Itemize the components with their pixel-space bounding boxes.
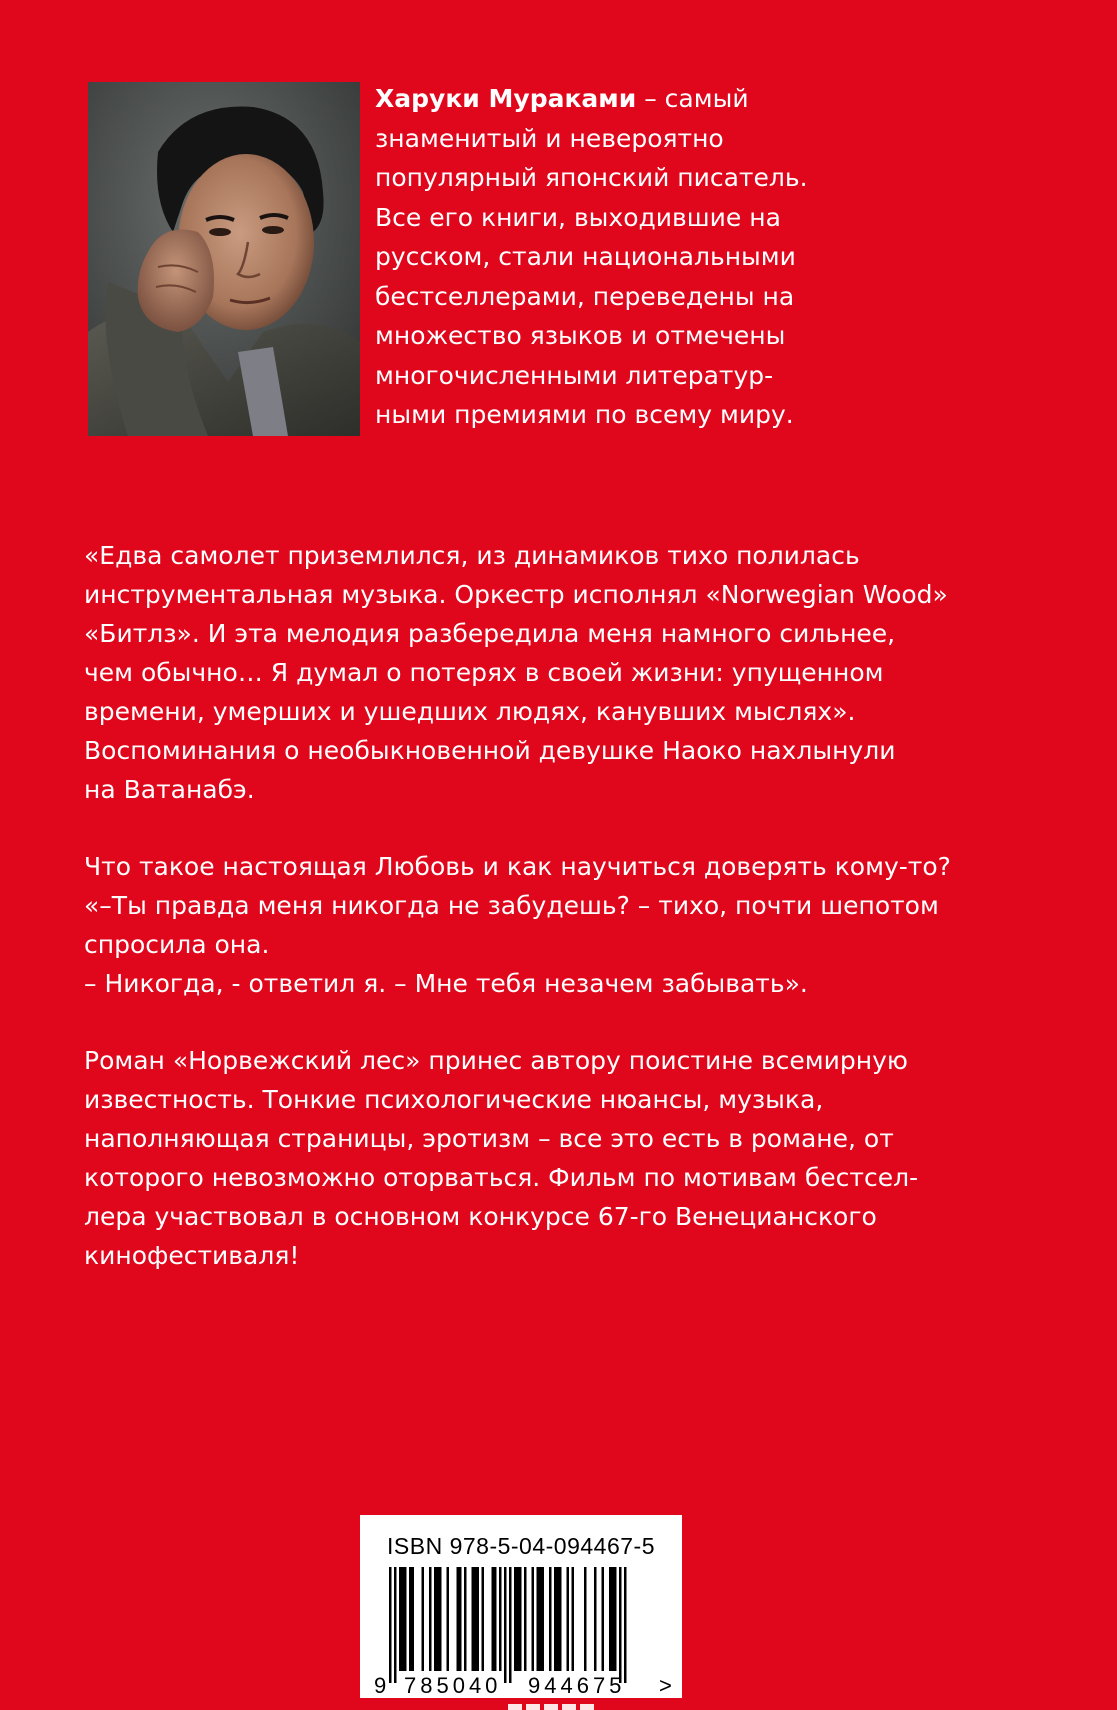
blurb-line: Воспоминания о необыкновенной девушке Наоко нахлынули (84, 736, 896, 765)
author-bio (375, 79, 815, 435)
bio-line: ными премиями по всему миру. (375, 400, 794, 429)
barcode-bar (457, 1567, 460, 1671)
bio-line: популярный японский писатель. (375, 163, 808, 192)
ean-left-group: 785040 (404, 1673, 502, 1698)
author-portrait-image (88, 82, 360, 436)
barcode-bar (409, 1567, 412, 1671)
barcode-bar (624, 1567, 627, 1683)
blurb-line: лера участвовал в основном конкурсе 67-го Венецианского (84, 1202, 877, 1231)
ean-right-group: 944675 (528, 1673, 626, 1698)
barcode-bar (459, 1567, 462, 1671)
barcode-bar (504, 1567, 507, 1683)
barcode-bar (412, 1567, 415, 1671)
barcode-bar (524, 1567, 527, 1671)
barcode-bar (539, 1567, 542, 1671)
author-name: Харуки Мураками (375, 84, 637, 113)
barcode-bar (422, 1567, 425, 1671)
barcode-bar (474, 1567, 477, 1671)
barcode-bar (559, 1567, 562, 1671)
barcode-bar (584, 1567, 587, 1671)
barcode-bar (557, 1567, 560, 1671)
blurb-line: «Битлз». И эта мелодия разбередила меня намного сильнее, (84, 619, 896, 648)
barcode-bar (429, 1567, 432, 1671)
barcode-bars (360, 1515, 682, 1698)
barcode-bar (509, 1567, 512, 1683)
barcode-bar (404, 1567, 407, 1671)
blurb-line: кинофестиваля! (84, 1241, 300, 1270)
barcode-bar (619, 1567, 622, 1683)
barcode-bar (439, 1567, 442, 1671)
blurb-line: «Едва самолет приземлился, из динамиков тихо полилась (84, 541, 860, 570)
bio-line: знаменитый и невероятно (375, 123, 724, 153)
barcode-bar (614, 1567, 617, 1671)
barcode-bar (499, 1567, 502, 1671)
barcode-bar (537, 1567, 540, 1671)
barcode-bar (567, 1567, 570, 1671)
blurb-line: спросила она. (84, 930, 270, 959)
barcode-bar (447, 1567, 450, 1671)
barcode-bar (494, 1567, 497, 1671)
barcode-bar (477, 1567, 480, 1671)
barcode-bar (612, 1567, 615, 1671)
bio-line: бестселлерами, переведены на (375, 281, 795, 311)
blurb-line: времени, умерших и ушедших людях, канувших мыслях». (84, 697, 856, 726)
barcode-bar (482, 1567, 485, 1671)
barcode-bar (399, 1567, 402, 1671)
barcode-bar (389, 1567, 392, 1683)
blurb-line: Роман «Норвежский лес» принес автору поистине всемирную (84, 1046, 908, 1075)
barcode-box (360, 1515, 682, 1698)
blurb-line: Что такое настоящая Любовь и как научиться доверять кому-то? (84, 852, 951, 881)
bio-line: русском, стали национальными (375, 242, 796, 271)
barcode-bar (554, 1567, 557, 1671)
blurb-line: на Ватанабэ. (84, 775, 255, 804)
blurb-paragraph-dialogue (84, 847, 1074, 1003)
blurb-line: наполняющая страницы, эротизм – все это есть в романе, от (84, 1124, 894, 1153)
barcode-bar (609, 1567, 612, 1671)
blurb-line: «–Ты правда меня никогда не забудешь? – тихо, почти шепотом (84, 891, 939, 920)
blurb-line: инструментальная музыка. Оркестр исполнял «Norwegian Wood» (84, 580, 948, 609)
barcode-bar (519, 1567, 522, 1671)
barcode-bar (434, 1567, 437, 1671)
ean-first-digit: 9 (374, 1673, 387, 1698)
publisher-logo-fragment (508, 1702, 608, 1710)
ean-quiet-zone-marker: > (659, 1673, 672, 1698)
barcode-bar (492, 1567, 495, 1671)
bio-line: – самый (644, 84, 749, 113)
barcode-bar (602, 1567, 605, 1671)
barcode-bar (572, 1567, 575, 1671)
blurb-line: которого невозможно оторваться. Фильм по мотивам бестсел- (84, 1163, 919, 1192)
barcode-bar (437, 1567, 440, 1671)
barcode-bar (532, 1567, 535, 1671)
blurb-line: известность. Тонкие психологические нюансы, музыка, (84, 1085, 824, 1114)
barcode-bar (472, 1567, 475, 1671)
bio-line: множество языков и отмечены (375, 321, 786, 350)
barcode-bar (514, 1567, 517, 1671)
barcode-bar (549, 1567, 552, 1671)
isbn-number: ISBN 978-5-04-094467-5 (387, 1533, 655, 1559)
author-photo (88, 82, 360, 436)
bio-line: Все его книги, выходившие на (375, 202, 781, 232)
barcode-bar (517, 1567, 520, 1671)
bio-line: многочисленными литератур- (375, 360, 774, 390)
barcode-bar (402, 1567, 405, 1671)
blurb-paragraph-quote (84, 536, 1074, 809)
barcode-bar (394, 1567, 397, 1683)
blurb-line: – Никогда, - ответил я. – Мне тебя незачем забывать». (84, 969, 808, 998)
barcode-bar (594, 1567, 597, 1671)
blurb-line: чем обычно… Я думал о потерях в своей жизни: упущенном (84, 658, 884, 687)
barcode-bar (542, 1567, 545, 1671)
blurb-paragraph-about (84, 1041, 1074, 1275)
barcode-bar (464, 1567, 467, 1671)
book-blurb (84, 536, 1074, 1275)
